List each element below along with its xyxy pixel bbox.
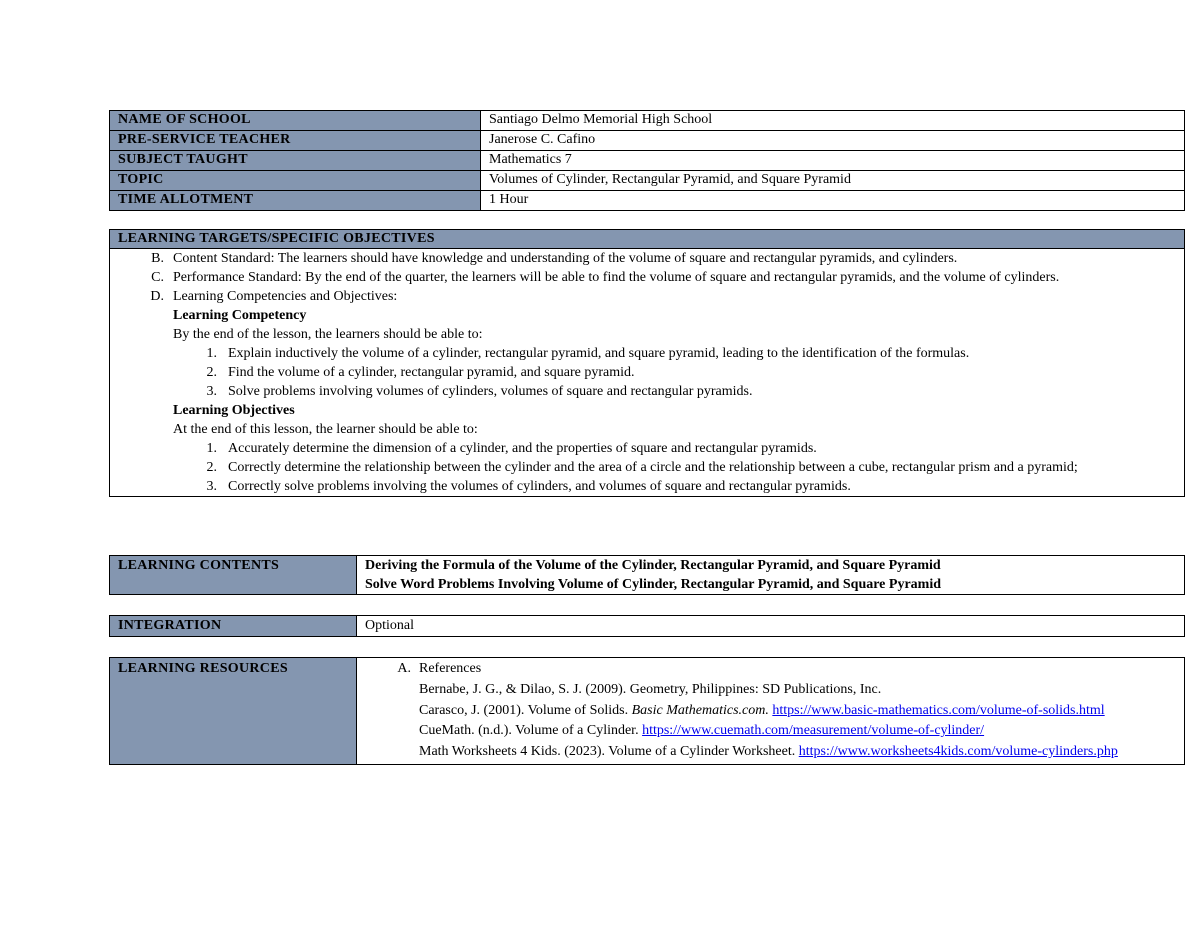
reference-text: Math Worksheets 4 Kids. (2023). Volume of a Cylinder Worksheet. [419, 744, 799, 760]
pre-service-teacher-value: Janerose C. Cafino [481, 131, 1185, 151]
integration-label: INTEGRATION [110, 616, 357, 637]
school-info-table [109, 110, 1185, 211]
list-marker: 3. [206, 479, 217, 494]
table-row [110, 230, 1185, 249]
topic-label: TOPIC [110, 171, 481, 191]
learning-resources-body [357, 658, 1185, 765]
learning-targets-header: LEARNING TARGETS/SPECIFIC OBJECTIVES [110, 230, 1185, 249]
reference-link[interactable]: https://www.cuemath.com/measurement/volume-of-cylinder/ [642, 723, 985, 739]
reference-text: CueMath. (n.d.). Volume of a Cylinder. [419, 723, 643, 739]
list-marker: D. [150, 289, 164, 304]
list-item [110, 477, 1184, 496]
learning-competency-heading: Learning Competency [173, 308, 307, 323]
learning-contents-line-1: Deriving the Formula of the Volume of the Cylinder, Rectangular Pyramid, and Square Pyramid [365, 558, 941, 573]
reference-text: Carasco, J. (2001). Volume of Solids. [419, 702, 632, 718]
competency-text: Solve problems involving volumes of cylinders, volumes of square and rectangular pyramids. [228, 384, 753, 399]
list-marker: 2. [206, 460, 217, 475]
time-allotment-value: 1 Hour [481, 191, 1185, 211]
list-item [110, 458, 1184, 477]
list-item [110, 344, 1184, 363]
topic-value: Volumes of Cylinder, Rectangular Pyramid, and Square Pyramid [481, 171, 1185, 191]
integration-table [109, 615, 1185, 637]
reference-link[interactable]: https://www.worksheets4kids.com/volume-cylinders.php [798, 744, 1118, 760]
table-row [110, 658, 1185, 765]
reference-item [357, 742, 1184, 763]
learning-contents-line-2: Solve Word Problems Involving Volume of Cylinder, Rectangular Pyramid, and Square Pyramid [365, 577, 942, 592]
list-item [110, 382, 1184, 401]
table-row [110, 151, 1185, 171]
table-row [110, 191, 1185, 211]
name-of-school-label: NAME OF SCHOOL [110, 111, 481, 131]
list-item [110, 268, 1184, 287]
reference-item [357, 701, 1184, 722]
pre-service-teacher-label: PRE-SERVICE TEACHER [110, 131, 481, 151]
objective-text: Correctly determine the relationship between the cylinder and the area of a circle and the relationship between a cube, rectangular prism and a pyramid; [228, 460, 1078, 475]
list-marker: C. [151, 270, 164, 285]
table-row [110, 131, 1185, 151]
references-heading: References [419, 661, 482, 676]
integration-value: Optional [357, 616, 1185, 637]
list-marker: 1. [206, 441, 217, 456]
list-item [110, 439, 1184, 458]
references-heading-row [357, 659, 1184, 680]
subject-taught-label: SUBJECT TAUGHT [110, 151, 481, 171]
learning-objectives-heading: Learning Objectives [173, 403, 295, 418]
list-marker: 2. [206, 365, 217, 380]
competency-text: Find the volume of a cylinder, rectangular pyramid, and square pyramid. [228, 365, 635, 380]
competency-text: Explain inductively the volume of a cylinder, rectangular pyramid, and square pyramid, leading to the identification of the formulas. [228, 346, 970, 361]
learning-resources-label: LEARNING RESOURCES [110, 658, 357, 765]
learning-targets-body [110, 249, 1185, 497]
table-row [110, 171, 1185, 191]
learning-contents-label: LEARNING CONTENTS [110, 556, 357, 595]
list-marker: B. [151, 251, 164, 266]
content-standard-text: Content Standard: The learners should have knowledge and understanding of the volume of square and rectangular pyramids, and cylinders. [173, 251, 958, 266]
reference-link[interactable]: https://www.basic-mathematics.com/volume-of-solids.html [772, 702, 1105, 718]
performance-standard-text: Performance Standard: By the end of the quarter, the learners will be able to find the volume of square and rectangular pyramids, and the volume of cylinders. [173, 270, 1060, 285]
list-item [110, 287, 1184, 306]
table-row [110, 616, 1185, 637]
reference-item [357, 680, 1184, 701]
learning-competency-intro: By the end of the lesson, the learners should be able to: [173, 327, 483, 342]
learning-resources-table [109, 657, 1185, 765]
list-marker: 1. [206, 346, 217, 361]
table-row [110, 556, 1185, 595]
time-allotment-label: TIME ALLOTMENT [110, 191, 481, 211]
table-row [110, 249, 1185, 497]
table-row [110, 111, 1185, 131]
name-of-school-value: Santiago Delmo Memorial High School [481, 111, 1185, 131]
list-item [110, 363, 1184, 382]
learning-contents-table [109, 555, 1185, 595]
learning-contents-value [357, 556, 1185, 595]
subject-taught-value: Mathematics 7 [481, 151, 1185, 171]
objective-text: Accurately determine the dimension of a cylinder, and the properties of square and rectangular pyramids. [228, 441, 817, 456]
reference-item [357, 721, 1184, 742]
learning-targets-table [109, 229, 1185, 497]
reference-text: Bernabe, J. G., & Dilao, S. J. (2009). Geometry, Philippines: SD Publications, Inc. [419, 681, 882, 697]
reference-source-italic: Basic Mathematics.com. [631, 702, 769, 718]
learning-objectives-intro: At the end of this lesson, the learner should be able to: [173, 422, 478, 437]
list-item [110, 249, 1184, 268]
list-marker: 3. [206, 384, 217, 399]
objective-text: Correctly solve problems involving the volumes of cylinders, and volumes of square and rectangular pyramids. [228, 479, 851, 494]
list-marker: A. [397, 661, 411, 676]
competencies-objectives-text: Learning Competencies and Objectives: [173, 289, 398, 304]
